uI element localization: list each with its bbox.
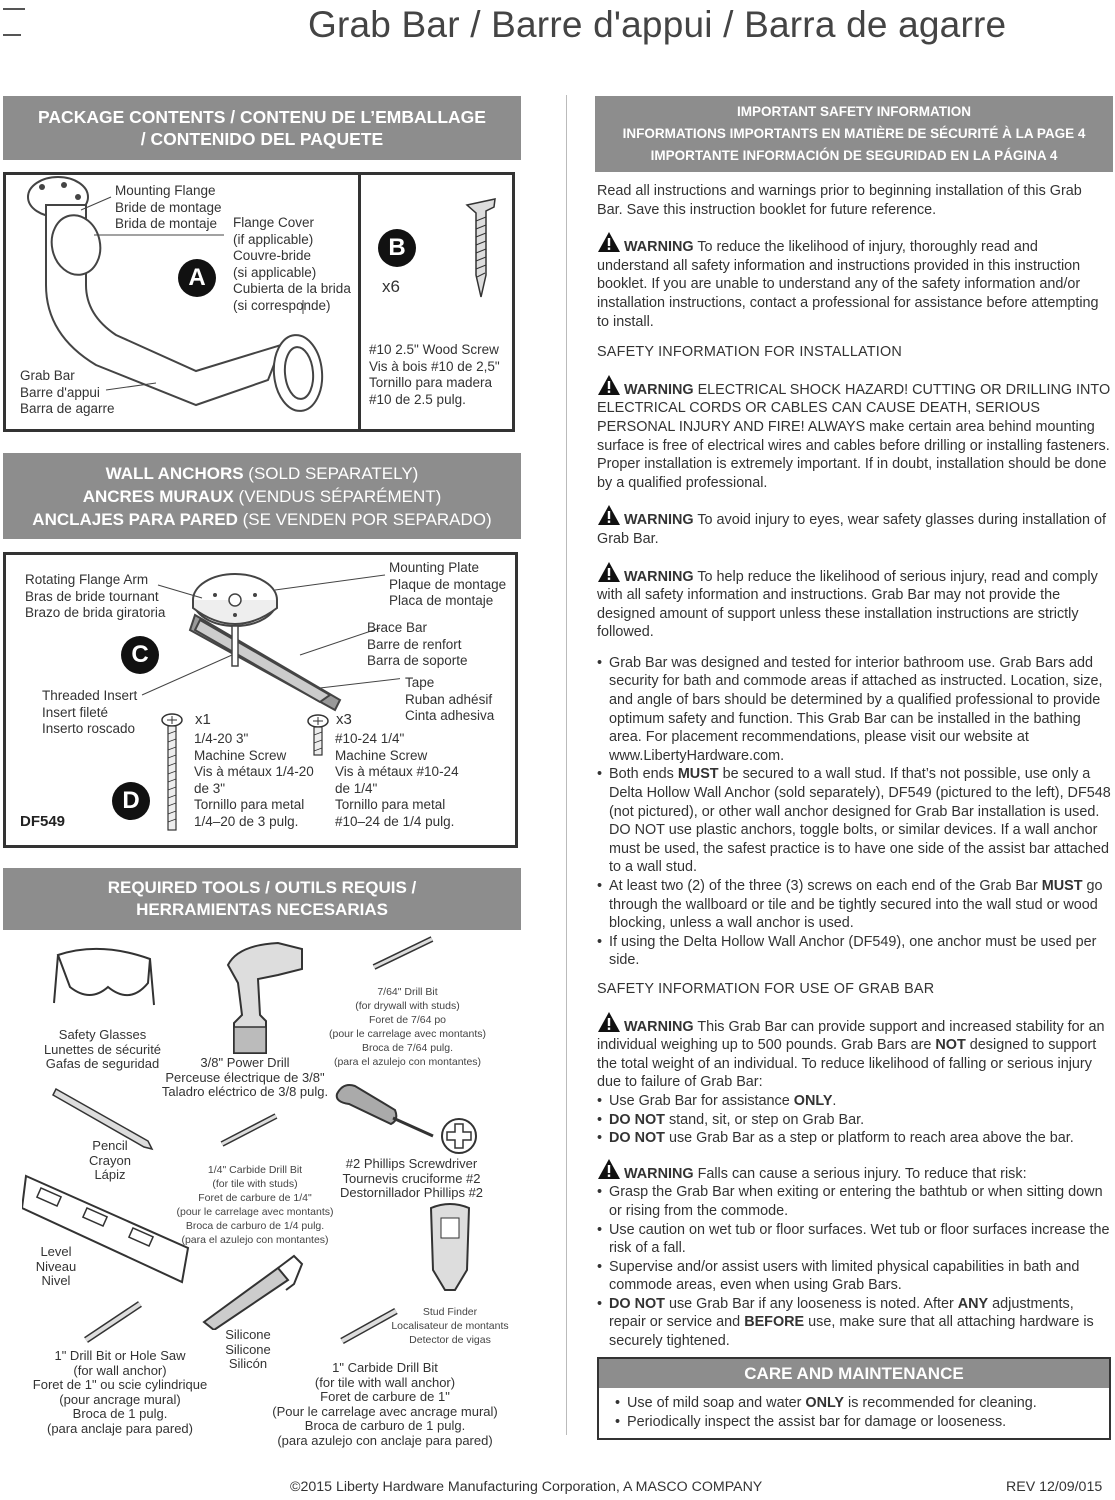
list-item: • Use of mild soap and water ONLY is recommended for cleaning. [615,1395,1037,1411]
power-drill-label: 3/8" Power Drill Perceuse électrique de 3/8" Taladro eléctrico de 3/8 pulg. [161,1055,329,1099]
list-item: • If using the Delta Hollow Wall Anchor (DF549), one anchor must be used per side. [609,933,1111,970]
hole-saw-bit-icon [82,1298,144,1346]
list-item: • DO NOT use Grab Bar as a step or platform to reach area above the bar. [609,1129,1111,1148]
warning-comply: WARNING To help reduce the likelihood of serious injury, read and comply with all safety information and instructions. Grab Bar may not provide the designed amount of support unless these installation instructions are strictly followed. [597,561,1111,642]
machine-screw-3in-icon [160,712,184,832]
brace-bar-label: Brace Bar Barre de renfort Barra de soporte [367,620,468,668]
tape-label: Tape Ruban adhésif Cinta adhesiva [405,675,495,723]
carbide-bit-quarter-icon [218,1110,280,1150]
part-b-badge: B [378,229,416,267]
care-box [597,1357,1111,1440]
warning-eyes: WARNING To avoid injury to eyes, wear safety glasses during installation of Grab Bar. [597,504,1111,548]
intro-text: Read all instructions and warnings prior to beginning installation of this Grab Bar. Save this instruction booklet for future reference. [597,183,1082,218]
wall-anchors-heading: WALL ANCHORS (SOLD SEPARATELY) ANCRES MURAUX (VENDUS SÉPARÉMENT) ANCLAJES PARA PARED (SE VENDEN POR SEPARADO) [3,453,521,539]
carbide-bit-quarter-label: 1/4" Carbide Drill Bit (for tile with studs) Foret de carbure de 1/4" (pour le carrelage avec montants) Broca de carburo de 1/4 pulg. (para el azulejo con montantes) [176,1164,334,1246]
mounting-plate-label: Mounting Plate Plaque de montage Placa de montaje [389,560,507,608]
model-number: DF549 [20,813,66,830]
box-divider [358,173,361,430]
care-heading: CARE AND MAINTENANCE [599,1359,1109,1388]
page-title: Grab Bar / Barre d'appui / Barra de agarre [308,4,1007,45]
column-divider [566,95,567,1435]
pencil-label: Pencil Crayon Lápiz [89,1138,131,1182]
part-d-badge: D [112,782,150,820]
copyright: ©2015 Liberty Hardware Manufacturing Corporation, A MASCO COMPANY [290,1479,763,1495]
required-tools-heading: REQUIRED TOOLS / OUTILS REQUIS / HERRAMIENTAS NECESARIAS [3,868,521,930]
safety-info-heading: IMPORTANT SAFETY INFORMATION INFORMATIONS IMPORTANTS EN MATIÈRE DE SÉCURITÉ À LA PAGE 4 IMPORTANTE INFORMACIÓN DE SEGURIDAD EN LA PÁGINA 4 [595,96,1113,172]
wall-anchor-illustration [140,560,400,730]
part-a-badge: A [178,259,216,297]
list-item: • Grab Bar was designed and tested for interior bathroom use. Grab Bars add security for bath and commode areas if attached as instructed. Location, size, and angle of bars should be determined by a qualified professional to provide optimum safety and function. This Grab Bar can be installed in the bathing area. For placement recommendations, please visit our website at www.LibertyHardware.com. [609,654,1111,766]
warning-weight: WARNING This Grab Bar can provide support and increased stability for an individual weighing up to 500 pounds. Grab Bars are NOT designed to support the total weight of an individual. To reduce likelihood of falling or serious injury due to failure of Grab Bar: [597,1011,1111,1092]
drill-bit-764-icon [370,933,436,973]
care-list [599,1394,1109,1431]
warning-icon [597,561,621,583]
installation-heading: SAFETY INFORMATION FOR INSTALLATION [597,344,902,361]
level-label: Level Niveau Nivel [35,1244,77,1288]
use-list [597,1092,1111,1148]
safety-text [597,182,1111,1361]
wood-screw-icon [464,195,498,299]
list-item: • Both ends MUST be secured to a wall stud. If that’s not possible, use only a Delta Hollow Wall Anchor (sold separately), DF549 (pictured to the left), DF548 (not pictured), or other wall anchor designed for Grab Bar installation is used. DO NOT use plastic anchors, toggle bolts, or similar devices. If a wall anchor must be used, the safest practice is to have one side of the assist bar attached to a wall stud. [609,765,1111,877]
list-item: • DO NOT stand, sit, or step on Grab Bar. [609,1111,1111,1130]
screw-1-quantity: x1 [195,711,211,728]
warning-icon [597,374,621,396]
screw-2-quantity: x3 [336,711,352,728]
machine-screw-quarter-icon [306,713,330,757]
warning-falls: WARNING Falls can cause a serious injury. To reduce that risk: [597,1158,1111,1184]
list-item: • Use Grab Bar for assistance ONLY. [609,1092,1111,1111]
list-item: • DO NOT use Grab Bar if any looseness is noted. After ANY adjustments, repair or service and BEFORE use, make sure that all attaching hardware is securely tightened. [609,1295,1111,1351]
rotating-flange-arm-label: Rotating Flange Arm Bras de bride tournant Brazo de brida giratoria [25,572,166,620]
list-item: • Periodically inspect the assist bar for damage or looseness. [615,1413,1007,1430]
part-c-badge: C [121,636,159,674]
power-drill-icon [218,935,308,1060]
list-item: • Grasp the Grab Bar when exiting or entering the bathtub or when sitting down or rising from the commode. [609,1183,1111,1220]
grab-bar-label: Grab Bar Barre d'appui Barra de agarre [20,368,115,416]
flange-cover-label: Flange Cover (if applicable) Couvre-bride (si applicable) Cubierta de la brida (si corresponde) [233,215,351,313]
corner-mark [3,34,21,36]
corner-mark [3,8,25,10]
carbide-bit-1in-icon [338,1305,400,1347]
warning-icon [597,1011,621,1033]
stud-finder-icon [425,1200,475,1292]
drill-bit-764-label: 7/64" Drill Bit (for drywall with studs) Foret de 7/64 po (pour le carrelage avec montants) Broca de 7/64 pulg. (para el azulejo con montantes) [329,986,486,1068]
safety-glasses-icon [50,943,160,1033]
wood-screw-label: #10 2.5" Wood Screw Vis à bois #10 de 2,5" Tornillo para madera #10 de 2.5 pulg. [369,342,500,407]
safety-glasses-label: Safety Glasses Lunettes de sécurité Gafas de seguridad [43,1027,162,1071]
installation-list [597,654,1111,970]
list-item: • At least two (2) of the three (3) screws on each end of the Grab Bar MUST go through the wallboard or tile and be tightly secured into the wall stud or wood blocking, unless a wall anchor is used. [609,877,1111,933]
phillips-screwdriver-label: #2 Phillips Screwdriver Tournevis cruciforme #2 Destornillador Phillips #2 [339,1156,484,1200]
silicone-label: Silicone Silicone Silicón [225,1327,271,1371]
threaded-insert-label: Threaded Insert Insert fileté Inserto roscado [42,688,138,736]
warning-general: WARNING To reduce the likelihood of injury, thoroughly read and understand all safety information and instructions provided in this instruction booklet. If you are unable to understand any of the safety information and/or installation instructions, contact a professional for assistance before attempting to install. [597,231,1111,331]
stud-finder-label: Stud Finder Localisateur de montants Detector de vigas [391,1306,509,1346]
use-heading: SAFETY INFORMATION FOR USE OF GRAB BAR [597,980,935,997]
phillips-screwdriver-icon [333,1080,483,1160]
falls-list [597,1183,1111,1350]
screw-1-label: 1/4-20 3" Machine Screw Vis à métaux 1/4-20 de 3" Tornillo para metal 1/4–20 de 3 pulg. [194,731,314,829]
warning-icon [597,504,621,526]
hole-saw-label: 1" Drill Bit or Hole Saw (for wall anchor) Foret de 1" ou scie cylindrique (pour ancrage mural) Broca de 1 pulg. (para anclaje para pared) [32,1348,208,1436]
silicone-gun-icon [198,1250,308,1330]
warning-icon [597,231,621,253]
warning-icon [597,1158,621,1180]
revision: REV 12/09/015 [1006,1479,1103,1495]
screw-2-label: #10-24 1/4" Machine Screw Vis à métaux #10-24 de 1/4" Tornillo para metal #10–24 de 1/4 pulg. [335,731,459,829]
carbide-bit-1in-label: 1" Carbide Drill Bit (for tile with wall anchor) Foret de carbure de 1" (Pour le carrelage avec ancrage mural) Broca de carburo de 1 pulg. (para azulejo con anclaje para pared) [272,1360,498,1448]
warning-electrical: WARNING ELECTRICAL SHOCK HAZARD! CUTTING OR DRILLING INTO ELECTRICAL CORDS OR CABLES CAN CAUSE DEATH, SERIOUS PERSONAL INJURY AND FIRE! ALWAYS make certain area behind mounting surface is free of electrical wires and cables before drilling or installing fasteners. Proper installation is extremely important. If in doubt, installation should be done by a qualified professional. [597,374,1111,493]
list-item: • Use caution on wet tub or floor surfaces. Wet tub or floor surfaces increase the risk of a fall. [609,1221,1111,1258]
part-b-quantity: x6 [382,277,400,296]
package-contents-heading: PACKAGE CONTENTS / CONTENU DE L’EMBALLAGE / CONTENIDO DEL PAQUETE [3,96,521,160]
list-item: • Supervise and/or assist users with limited physical capabilities in bath and commode areas, even when using Grab Bars. [609,1258,1111,1295]
mounting-flange-label: Mounting Flange Bride de montage Brida de montaje [115,183,222,231]
